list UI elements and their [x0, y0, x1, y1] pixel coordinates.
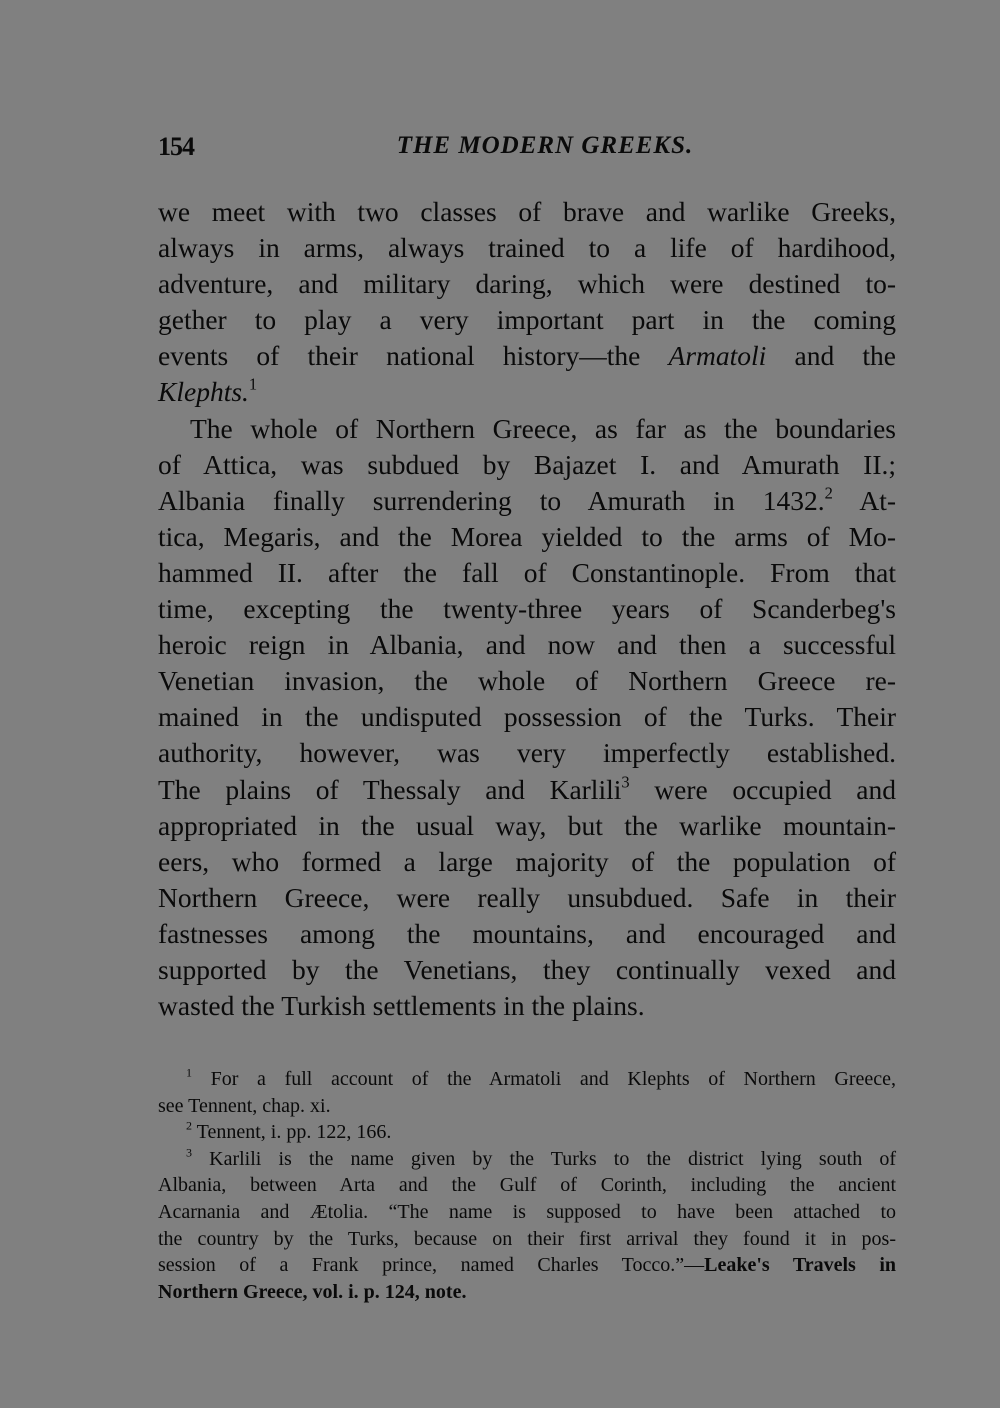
footnote-line: see Tennent, chap. xi. [158, 1094, 331, 1117]
body-text-segment: Albania finally surrendering to Amurath in 1432. [158, 484, 825, 516]
footnote-text: For a full account of the Armatoli and Klephts of Northern Greece, [210, 1068, 896, 1090]
body-line: we meet with two classes of brave and warlike Greeks, [158, 196, 896, 227]
footnote-line: Northern Greece, vol. i. p. 124, note. [158, 1280, 467, 1303]
body-line: appropriated in the usual way, but the warlike mountain- [158, 809, 896, 841]
body-line: authority, however, was very imperfectly established. [158, 737, 896, 769]
body-text-segment: were occupied and [654, 773, 896, 805]
body-line: adventure, and military daring, which were destined to- [158, 268, 896, 300]
footnote-line: Albania, between Arta and the Gulf of Corinth, including the ancient [158, 1174, 896, 1197]
body-line: Northern Greece, were really unsubdued. Safe in their [158, 881, 896, 913]
footnote-ref-1: 1 [248, 374, 258, 394]
footnotes [158, 1066, 896, 1305]
page-number: 154 [158, 132, 194, 161]
body-text-segment: events of their national history—the [158, 340, 641, 372]
body-line [158, 374, 896, 410]
klephts-italic: Klephts. [158, 376, 249, 408]
footnote-line [158, 1119, 896, 1146]
body-line [158, 483, 896, 519]
footnote-line: Acarnania and Ætolia. “The name is supposed to have been attached to [158, 1200, 896, 1223]
body-line [158, 772, 896, 808]
footnote-line [158, 1146, 896, 1173]
body-line: always in arms, always trained to a life of hardihood, [158, 232, 896, 264]
footnote-text: Tennent, i. pp. 122, 166. [196, 1121, 392, 1144]
footnote-line: the country by the Turks, because on their first arrival they found it in pos- [158, 1227, 896, 1250]
body-line: hammed II. after the fall of Constantinople. From that [158, 556, 896, 588]
body-text [158, 194, 896, 1024]
body-line: of Attica, was subdued by Bajazet I. and Amurath II.; [158, 448, 896, 480]
footnote-text: Karlili is the name given by the Turks to the district lying south of [209, 1147, 897, 1170]
footnote-marker-1: 1 [186, 1065, 192, 1080]
armatoli-italic: Armatoli [668, 340, 767, 372]
body-text-segment: At- [859, 484, 896, 516]
footnote-ref-2: 2 [824, 483, 833, 503]
body-line: The whole of Northern Greece, as far as the boundaries [190, 412, 896, 444]
footnote-line [158, 1252, 896, 1279]
body-line: heroic reign in Albania, and now and then a successful [158, 629, 896, 661]
body-line: time, excepting the twenty-three years of Scanderbeg's [158, 593, 896, 625]
body-line: supported by the Venetians, they continually vexed and [158, 953, 896, 985]
body-line: wasted the Turkish settlements in the plains. [158, 990, 645, 1022]
body-line: mained in the undisputed possession of the Turks. Their [158, 701, 896, 733]
footnote-marker-3: 3 [186, 1145, 192, 1160]
page-header [158, 128, 896, 168]
body-line [158, 338, 896, 374]
body-text-segment: and the [794, 340, 896, 372]
running-head: THE MODERN GREEKS. [396, 132, 694, 159]
body-line: fastnesses among the mountains, and encouraged and [158, 917, 896, 949]
footnote-text: session of a Frank prince, named Charles Tocco.”— [158, 1254, 705, 1277]
body-line: gether to play a very important part in the coming [158, 304, 896, 336]
body-line: eers, who formed a large majority of the population of [158, 845, 896, 877]
body-line: tica, Megaris, and the Morea yielded to the arms of Mo- [158, 520, 896, 552]
footnote-line [158, 1066, 896, 1093]
footnote-ref-3: 3 [621, 771, 630, 791]
footnote-marker-2: 2 [186, 1118, 192, 1133]
body-line: Venetian invasion, the whole of Northern Greece re- [158, 665, 896, 697]
footnote-citation: Leake's Travels in [704, 1254, 896, 1277]
body-text-segment: The plains of Thessaly and Karlili [158, 773, 622, 805]
